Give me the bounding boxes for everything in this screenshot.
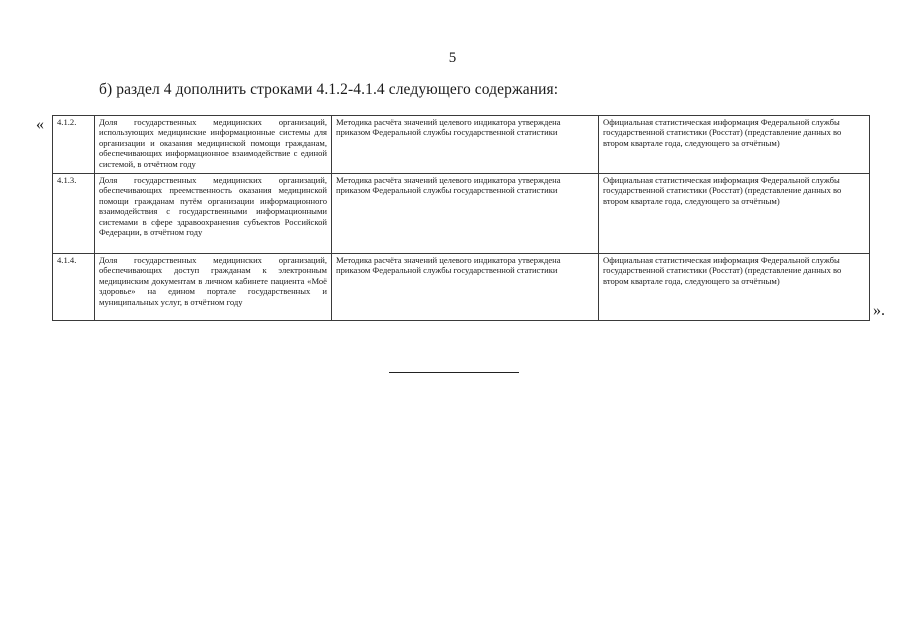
page-number: 5 [448, 50, 457, 66]
data-source: Официальная статистическая информация Федеральной службы государственной статистики (Росстат) (представление данных во втором квартале года, следующего за отчётным) [599, 254, 870, 321]
indicator-name: Доля государственных медицинских организаций, использующих медицинские информационные системы для организации и оказания медицинской помощи гражданам, обеспечивающих информационное взаимодействие с единой системой, в отчётном году [95, 116, 332, 174]
indicator-table [52, 115, 870, 321]
intro-text: б) раздел 4 дополнить строками 4.1.2-4.1.4 следующего содержания: [99, 81, 559, 98]
calculation-method: Методика расчёта значений целевого индикатора утверждена приказом Федеральной службы государственной статистики [332, 116, 599, 174]
indicator-name: Доля государственных медицинских организаций, обеспечивающих преемственность оказания медицинской помощи гражданам путём организации информационного взаимодействия с государственными информационными системами в сфере здравоохранения субъектов Российской Федерации, в отчётном году [95, 174, 332, 254]
calculation-method: Методика расчёта значений целевого индикатора утверждена приказом Федеральной службы государственной статистики [332, 174, 599, 254]
table-row [53, 174, 870, 254]
row-number: 4.1.3. [53, 174, 95, 254]
end-rule [389, 372, 519, 373]
indicator-name: Доля государственных медицинских организаций, обеспечивающих доступ гражданам к электронным медицинским документам в личном кабинете пациента «Моё здоровье» на едином портале государственных и муниципальных услуг, в отчётном году [95, 254, 332, 321]
data-source: Официальная статистическая информация Федеральной службы государственной статистики (Росстат) (представление данных во втором квартале года, следующего за отчётным) [599, 116, 870, 174]
row-number: 4.1.4. [53, 254, 95, 321]
data-source: Официальная статистическая информация Федеральной службы государственной статистики (Росстат) (представление данных во втором квартале года, следующего за отчётным) [599, 174, 870, 254]
row-number: 4.1.2. [53, 116, 95, 174]
table-row [53, 254, 870, 321]
opening-quote: « [36, 116, 44, 133]
calculation-method: Методика расчёта значений целевого индикатора утверждена приказом Федеральной службы государственной статистики [332, 254, 599, 321]
table-row [53, 116, 870, 174]
closing-quote: ». [873, 302, 885, 319]
